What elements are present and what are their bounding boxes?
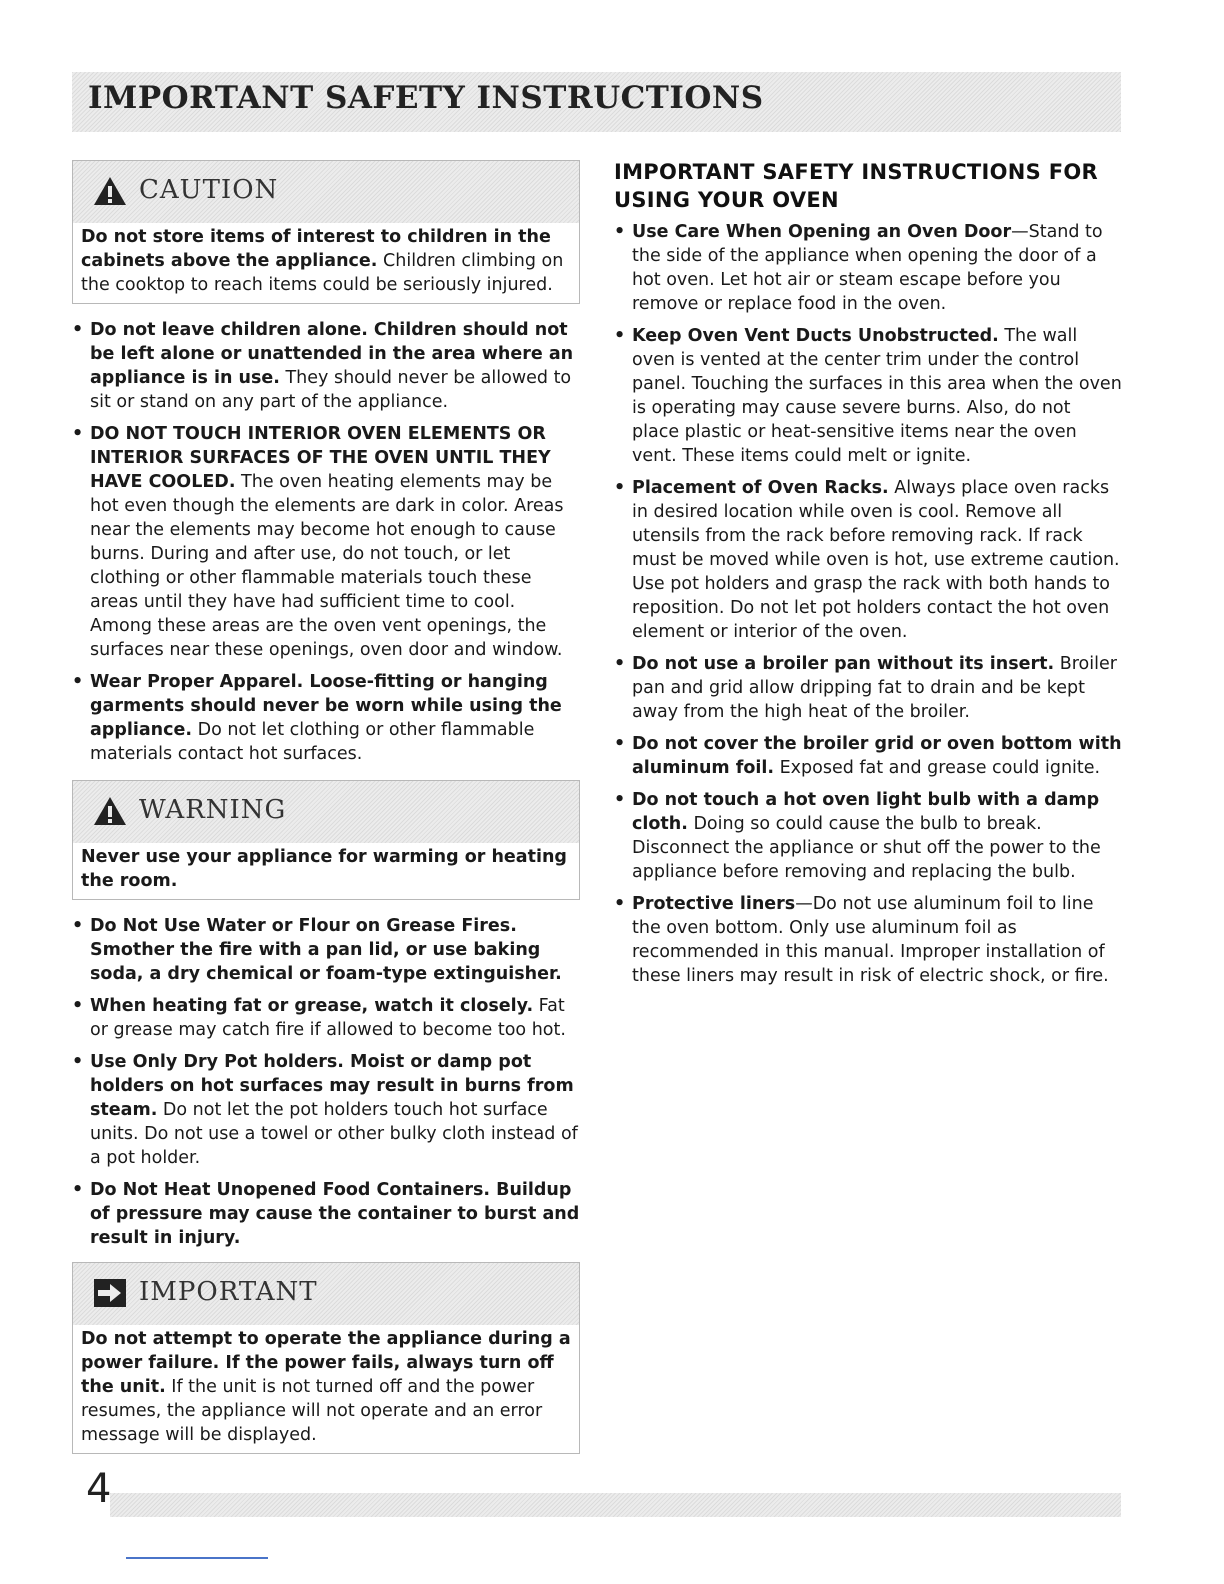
list-item: • Do not cover the broiler grid or oven bottom with aluminum foil. Exposed fat and grease could ignite. xyxy=(614,734,1122,778)
caution-header xyxy=(73,161,579,223)
list-item: • Placement of Oven Racks. Always place oven racks in desired location while oven is cool. Remove all utensils from the rack before removing rack. If rack must be moved while oven is hot, use extreme caution. Use pot holders and grasp the rack with both hands to reposition. Do not let pot holders contact the hot oven element or interior of the oven. xyxy=(614,478,1120,642)
warning-header xyxy=(73,781,579,843)
list-item: • Keep Oven Vent Ducts Unobstructed. The wall oven is vented at the center trim under the control panel. Touching the surfaces in this area when the oven is operating may cause severe burns. Also, do not place plastic or heat-sensitive items near the oven vent. These items could melt or ignite. xyxy=(614,326,1122,466)
warning-triangle-icon xyxy=(93,175,127,207)
list-item: • Do Not Use Water or Flour on Grease Fires. Smother the fire with a pan lid, or use baking soda, a dry chemical or foam-type extinguisher. xyxy=(72,916,562,984)
caution-text: Do not store items of interest to children in the cabinets above the appliance. Children climbing on the cooktop to reach items could be seriously injured. xyxy=(73,223,579,303)
list-item: • Do not touch a hot oven light bulb with a damp cloth. Doing so could cause the bulb to break. Disconnect the appliance or shut off the power to the appliance before removing and replacing the bulb. xyxy=(614,790,1101,882)
safety-list-b xyxy=(72,914,580,1250)
warning-text: Never use your appliance for warming or heating the room. xyxy=(73,843,579,899)
page-number: 4 xyxy=(86,1466,112,1512)
caution-label: CAUTION xyxy=(139,175,279,205)
important-text: Do not attempt to operate the appliance during a power failure. If the power fails, always turn off the unit. If the unit is not turned off and the power resumes, the appliance will not operate and an error message will be displayed. xyxy=(73,1325,579,1453)
important-box xyxy=(72,1262,580,1454)
footer-band xyxy=(110,1493,1121,1517)
safety-list-a xyxy=(72,318,580,766)
page-title: IMPORTANT SAFETY INSTRUCTIONS xyxy=(88,80,764,116)
list-item: • Do not use a broiler pan without its insert. Broiler pan and grid allow dripping fat to drain and be kept away from the high heat of the broiler. xyxy=(614,654,1117,722)
important-label: IMPORTANT xyxy=(139,1277,318,1307)
warning-box xyxy=(72,780,580,900)
list-item: • Do not leave children alone. Children should not be left alone or unattended in the area where an appliance is in use. They should never be allowed to sit or stand on any part of the appliance. xyxy=(72,320,574,412)
right-column xyxy=(614,158,1122,996)
section-heading: IMPORTANT SAFETY INSTRUCTIONS FOR USING YOUR OVEN xyxy=(614,160,1098,212)
list-item: • When heating fat or grease, watch it closely. Fat or grease may catch fire if allowed to become too hot. xyxy=(72,996,566,1040)
footer-rule xyxy=(126,1557,268,1559)
list-item: • Use Care When Opening an Oven Door—Stand to the side of the appliance when opening the door of a hot oven. Let hot air or steam escape before you remove or replace food in the oven. xyxy=(614,222,1103,314)
arrow-box-icon xyxy=(93,1277,127,1309)
warning-triangle-icon xyxy=(93,795,127,827)
left-column xyxy=(72,160,580,1454)
header-band xyxy=(72,72,1121,132)
list-item: • DO NOT TOUCH INTERIOR OVEN ELEMENTS OR INTERIOR SURFACES OF THE OVEN UNTIL THEY HAVE COOLED. The oven heating elements may be hot even though the elements are dark in color. Areas near the elements may become hot enough to cause burns. During and after use, do not touch, or let clothing or other flammable materials touch these areas until they have had sufficient time to cool. Among these areas are the oven vent openings, the surfaces near these openings, oven door and window. xyxy=(72,424,564,660)
list-item: • Protective liners—Do not use aluminum foil to line the oven bottom. Only use aluminum foil as recommended in this manual. Improper installation of these liners may result in risk of electric shock, or fire. xyxy=(614,894,1109,986)
list-item: • Use Only Dry Pot holders. Moist or damp pot holders on hot surfaces may result in burns from steam. Do not let the pot holders touch hot surface units. Do not use a towel or other bulky cloth instead of a pot holder. xyxy=(72,1052,578,1168)
list-item: • Do Not Heat Unopened Food Containers. Buildup of pressure may cause the container to burst and result in injury. xyxy=(72,1180,580,1248)
caution-box xyxy=(72,160,580,304)
important-header xyxy=(73,1263,579,1325)
list-item: • Wear Proper Apparel. Loose-fitting or hanging garments should never be worn while using the appliance. Do not let clothing or other flammable materials contact hot surfaces. xyxy=(72,672,562,764)
oven-safety-list xyxy=(614,220,1122,988)
warning-label: WARNING xyxy=(139,795,287,825)
